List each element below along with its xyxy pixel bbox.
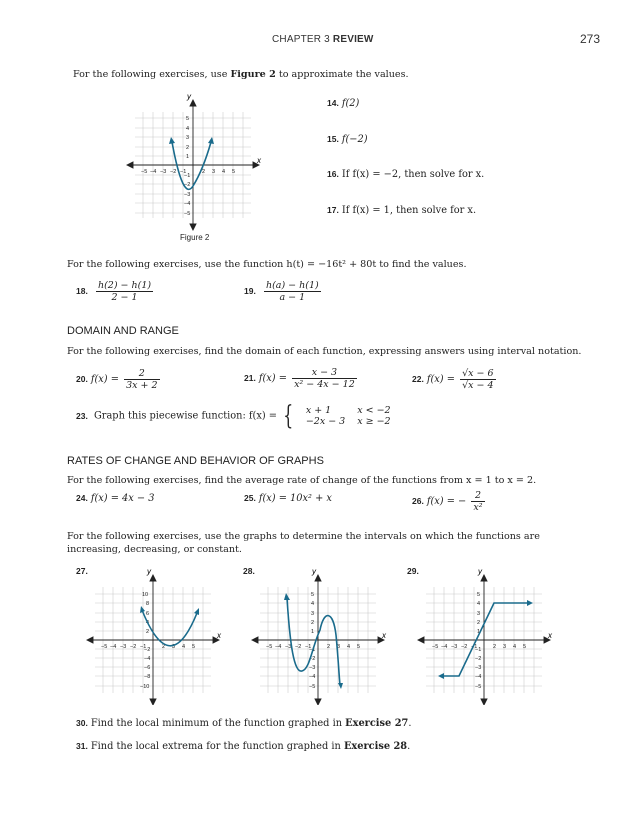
svg-text:−1: −1 (475, 647, 482, 653)
svg-text:4: 4 (477, 601, 481, 607)
exercise-17: 17. If f(x) = 1, then solve for x. (327, 205, 477, 216)
svg-text:−4: −4 (150, 169, 157, 175)
exercise-28: 28. (243, 566, 255, 576)
svg-text:3: 3 (503, 644, 507, 650)
svg-text:−5: −5 (141, 169, 148, 175)
section-domain-range: DOMAIN AND RANGE (67, 325, 179, 337)
running-header (272, 34, 374, 45)
svg-text:x: x (382, 631, 386, 640)
svg-text:5: 5 (311, 592, 315, 598)
axes (127, 100, 259, 230)
svg-text:−2: −2 (475, 656, 482, 662)
svg-text:−3: −3 (184, 192, 191, 198)
piecewise-table: x + 1 x < −2 −2x − 3 x ≥ −2 (305, 405, 391, 427)
svg-text:3: 3 (477, 611, 481, 617)
svg-text:−2: −2 (130, 644, 137, 650)
exercise-31: 31. Find the local extrema for the function graphed in Exercise 28. (76, 741, 411, 752)
svg-text:10: 10 (142, 592, 149, 598)
svg-text:−10: −10 (140, 684, 150, 690)
svg-text:−4: −4 (275, 644, 282, 650)
curve-arrow-left (169, 137, 175, 144)
svg-text:−3: −3 (160, 169, 167, 175)
exercise-16: 16. If f(x) = −2, then solve for x. (327, 169, 485, 180)
exercise-22: 22. f(x) = $\frac{√x - 6}{√x - 4}$ (412, 368, 494, 391)
svg-text:1: 1 (477, 629, 481, 635)
svg-text:−6: −6 (144, 665, 151, 671)
exercise-26: 26. f(x) = − $\frac{2}{\text{x²}}$ (412, 490, 483, 513)
svg-text:4: 4 (513, 644, 517, 650)
svg-text:2: 2 (146, 629, 150, 635)
svg-text:5: 5 (357, 644, 361, 650)
svg-text:y: y (312, 567, 316, 576)
figure2-caption: Figure 2 (180, 233, 210, 242)
svg-text:y: y (147, 567, 151, 576)
svg-text:3: 3 (311, 611, 315, 617)
svg-text:−3: −3 (475, 665, 482, 671)
svg-text:2: 2 (162, 644, 166, 650)
svg-text:2: 2 (202, 169, 206, 175)
svg-text:−2: −2 (295, 644, 302, 650)
svg-text:x: x (217, 631, 221, 640)
svg-text:−2: −2 (170, 169, 177, 175)
svg-text:−5: −5 (432, 644, 439, 650)
svg-text:−5: −5 (101, 644, 108, 650)
chapter-label: CHAPTER 3 (272, 34, 330, 45)
y-axis-label: y (187, 92, 191, 101)
exercise-20: 20. f(x) = $\frac{2}{3x + 2}$ (76, 368, 158, 391)
svg-text:−1: −1 (305, 644, 312, 650)
svg-text:5: 5 (523, 644, 527, 650)
svg-text:8: 8 (146, 601, 150, 607)
svg-text:−1: −1 (180, 169, 187, 175)
exercise-18: 18. $\frac{h(2) - h(1)}{2 - 1}$ (76, 280, 152, 303)
exercise-25: 25. f(x) = 10x² + x (244, 493, 332, 504)
section-rates: RATES OF CHANGE AND BEHAVIOR OF GRAPHS (67, 455, 324, 467)
exercise-27-graph (85, 565, 225, 705)
svg-text:2: 2 (186, 145, 190, 151)
svg-text:3: 3 (212, 169, 216, 175)
svg-text:5: 5 (232, 169, 236, 175)
svg-text:4: 4 (146, 620, 150, 626)
svg-text:−3: −3 (120, 644, 127, 650)
svg-text:−2: −2 (309, 656, 316, 662)
svg-text:−5: −5 (266, 644, 273, 650)
intro-domain: For the following exercises, find the domain of each function, expressing answers using interval notation. (67, 346, 582, 357)
parabola-curve (172, 142, 211, 189)
svg-text:−4: −4 (184, 201, 191, 207)
svg-text:3: 3 (172, 644, 176, 650)
svg-text:5: 5 (186, 116, 190, 122)
svg-text:5: 5 (477, 592, 481, 598)
y-tick-labels (184, 116, 190, 217)
svg-text:−4: −4 (475, 674, 482, 680)
svg-text:−4: −4 (110, 644, 117, 650)
svg-text:−8: −8 (144, 674, 151, 680)
exercise-27: 27. (76, 566, 88, 576)
exercise-23: 23. Graph this piecewise function: f(x) = { x + 1 x < −2 −2x − 3 x ≥ −2 (76, 403, 397, 429)
exercise-21: 21. f(x) = $\frac{x - 3}{\text{x² − 4x − 12}}$ (244, 367, 355, 390)
svg-text:−5: −5 (475, 684, 482, 690)
intro-figure2: For the following exercises, use Figure 2 to approximate the values. (73, 69, 409, 80)
svg-text:−2: −2 (461, 644, 468, 650)
exercise-15: 15. f(−2) (327, 134, 368, 145)
svg-text:−2: −2 (144, 647, 151, 653)
figure2-graph (125, 90, 265, 235)
svg-text:4: 4 (311, 601, 315, 607)
exercise-29: 29. (407, 566, 419, 576)
intro-h-function: For the following exercises, use the function h(t) = −16t² + 80t to find the values. (67, 259, 467, 270)
svg-text:−4: −4 (309, 674, 316, 680)
svg-text:4: 4 (182, 644, 186, 650)
svg-text:6: 6 (146, 611, 150, 617)
svg-text:−3: −3 (309, 665, 316, 671)
svg-text:−1: −1 (471, 644, 478, 650)
svg-text:−1: −1 (140, 644, 147, 650)
svg-text:3: 3 (186, 135, 190, 141)
svg-text:4: 4 (347, 644, 351, 650)
exercise-29-curve (444, 603, 528, 676)
svg-text:4: 4 (186, 126, 190, 132)
chapter-title: REVIEW (332, 34, 374, 45)
svg-text:1: 1 (186, 154, 190, 160)
svg-text:−2: −2 (184, 182, 191, 188)
exercise-30: 30. Find the local minimum of the function graphed in Exercise 27. (76, 718, 412, 729)
svg-text:−3: −3 (285, 644, 292, 650)
svg-text:−4: −4 (144, 656, 151, 662)
exercise-24: 24. f(x) = 4x − 3 (76, 493, 155, 504)
svg-text:2: 2 (493, 644, 497, 650)
svg-text:3: 3 (337, 644, 341, 650)
intro-graphs: For the following exercises, use the graphs to determine the intervals on which the functions are increasing, decreasing, or constant. (67, 531, 540, 555)
svg-text:4: 4 (222, 169, 226, 175)
exercise-14: 14. f(2) (327, 98, 360, 109)
svg-text:−5: −5 (184, 211, 191, 217)
intro-rates: For the following exercises, find the average rate of change of the functions from x = 1 to x = 2. (67, 475, 537, 486)
svg-text:2: 2 (311, 620, 315, 626)
svg-text:5: 5 (192, 644, 196, 650)
svg-text:−1: −1 (184, 173, 191, 179)
page-number: 273 (580, 32, 601, 46)
svg-text:x: x (548, 631, 552, 640)
svg-text:2: 2 (327, 644, 331, 650)
svg-text:y: y (478, 567, 482, 576)
svg-text:−1: −1 (309, 647, 316, 653)
exercise-28-graph (250, 565, 390, 705)
x-axis-label: x (257, 156, 261, 165)
svg-text:−5: −5 (309, 684, 316, 690)
svg-text:−4: −4 (441, 644, 448, 650)
svg-text:2: 2 (477, 620, 481, 626)
exercise-19: 19. $\frac{h(a) - h(1)}{a - 1}$ (244, 280, 319, 303)
exercise-29-graph (416, 565, 556, 705)
svg-text:−3: −3 (451, 644, 458, 650)
svg-text:1: 1 (311, 629, 315, 635)
